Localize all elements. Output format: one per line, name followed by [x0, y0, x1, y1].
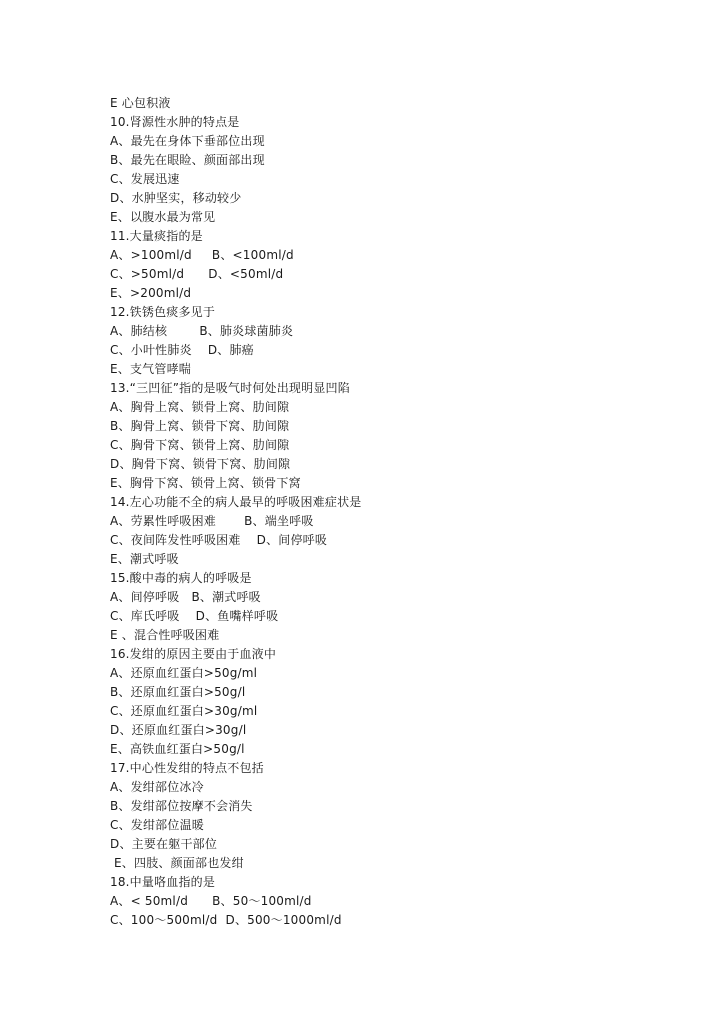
option-line: A、< 50ml/d B、50～100ml/d: [110, 894, 312, 908]
option-line: D、水肿坚实，移动较少: [110, 191, 242, 205]
option-line: E、高铁血红蛋白>50g/l: [110, 742, 245, 756]
question-stem: 11.大量痰指的是: [110, 229, 203, 243]
question-stem: 12.铁锈色痰多见于: [110, 305, 216, 319]
question-stem: 17.中心性发绀的特点不包括: [110, 761, 264, 775]
option-line: E、潮式呼吸: [110, 552, 179, 566]
question-stem: 15.酸中毒的病人的呼吸是: [110, 571, 252, 585]
option-line: D、主要在躯干部位: [110, 837, 218, 851]
option-line: E、支气管哮喘: [110, 362, 191, 376]
question-stem: 13.“三凹征”指的是吸气时何处出现明显凹陷: [110, 381, 350, 395]
option-line: C、发绀部位温暖: [110, 818, 204, 832]
option-line: A、胸骨上窝、锁骨上窝、肋间隙: [110, 400, 290, 414]
option-line: E、>200ml/d: [110, 286, 192, 300]
option-line: E、四肢、颜面部也发绀: [110, 856, 244, 870]
option-line: A、>100ml/d B、<100ml/d: [110, 248, 294, 262]
option-line: C、>50ml/d D、<50ml/d: [110, 267, 284, 281]
option-line: C、库氏呼吸 D、鱼嘴样呼吸: [110, 609, 279, 623]
option-line: E、胸骨下窝、锁骨上窝、锁骨下窝: [110, 476, 301, 490]
text-line: E 心包积液: [110, 96, 171, 110]
option-line: C、夜间阵发性呼吸困难 D、间停呼吸: [110, 533, 328, 547]
option-line: A、劳累性呼吸困难 B、端坐呼吸: [110, 514, 314, 528]
option-line: A、间停呼吸 B、潮式呼吸: [110, 590, 261, 604]
option-line: B、发绀部位按摩不会消失: [110, 799, 253, 813]
option-line: C、小叶性肺炎 D、肺癌: [110, 343, 254, 357]
option-line: A、肺结核 B、肺炎球菌肺炎: [110, 324, 294, 338]
question-text-block: [110, 94, 670, 930]
option-line: C、100～500ml/d D、500～1000ml/d: [110, 913, 342, 927]
option-line: B、胸骨上窝、锁骨下窝、肋间隙: [110, 419, 290, 433]
option-line: E 、混合性呼吸困难: [110, 628, 220, 642]
option-line: A、发绀部位冰冷: [110, 780, 204, 794]
question-stem: 18.中量咯血指的是: [110, 875, 216, 889]
question-stem: 10.肾源性水肿的特点是: [110, 115, 240, 129]
option-line: D、还原血红蛋白>30g/l: [110, 723, 247, 737]
option-line: E、以腹水最为常见: [110, 210, 216, 224]
question-stem: 16.发绀的原因主要由于血液中: [110, 647, 277, 661]
option-line: A、还原血红蛋白>50g/ml: [110, 666, 258, 680]
option-line: B、还原血红蛋白>50g/l: [110, 685, 246, 699]
option-line: B、最先在眼睑、颜面部出现: [110, 153, 265, 167]
option-line: C、胸骨下窝、锁骨上窝、肋间隙: [110, 438, 290, 452]
option-line: C、还原血红蛋白>30g/ml: [110, 704, 258, 718]
option-line: A、最先在身体下垂部位出现: [110, 134, 265, 148]
question-stem: 14.左心功能不全的病人最早的呼吸困难症状是: [110, 495, 362, 509]
option-line: C、发展迅速: [110, 172, 180, 186]
option-line: D、胸骨下窝、锁骨下窝、肋间隙: [110, 457, 291, 471]
